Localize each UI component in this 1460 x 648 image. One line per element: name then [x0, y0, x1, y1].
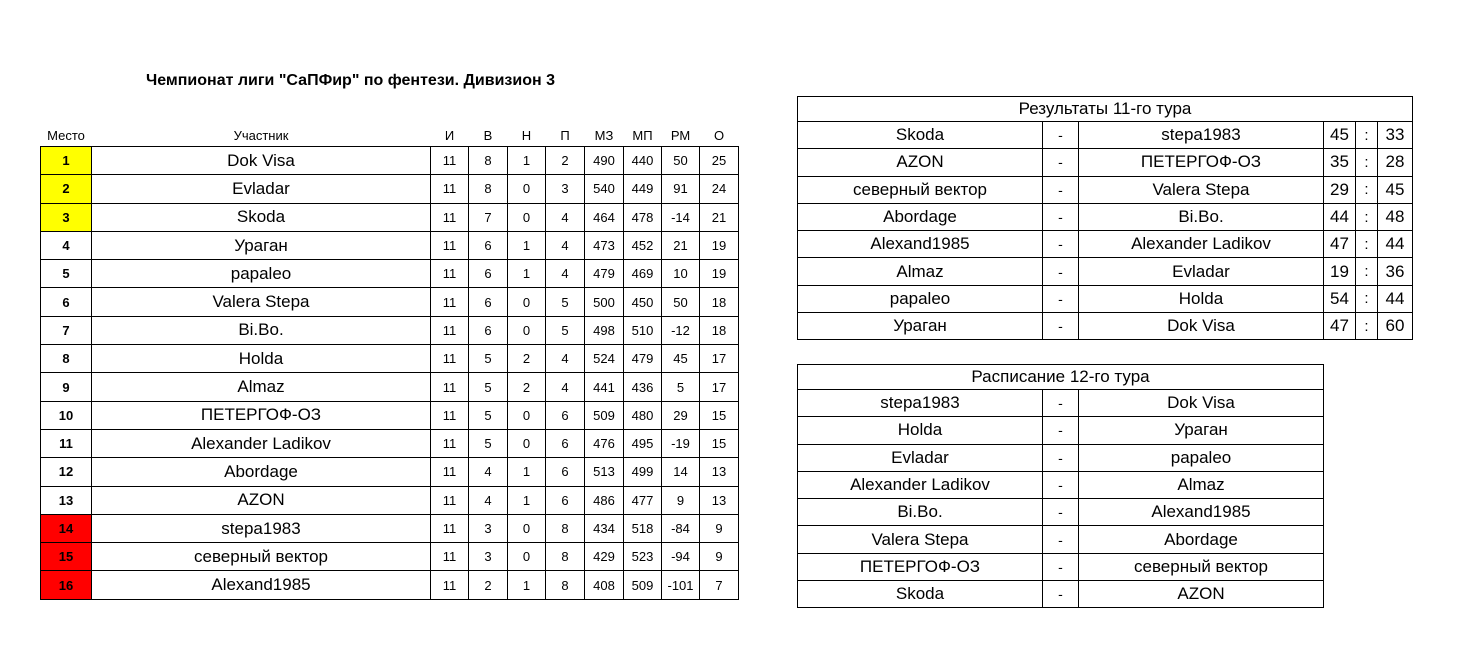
points-cell: 9: [700, 543, 739, 571]
away-score-cell: 60: [1378, 313, 1413, 340]
wins-cell: 4: [469, 458, 508, 486]
draws-cell: 0: [508, 514, 546, 542]
scored-cell: 524: [585, 345, 624, 373]
separator-cell: -: [1043, 149, 1079, 176]
result-row: [798, 231, 1413, 258]
standings-row: [41, 514, 739, 542]
scored-cell: 408: [585, 571, 624, 599]
results-caption: Результаты 11-го тура: [798, 97, 1413, 122]
place-cell: 6: [41, 288, 92, 316]
home-team-cell: Alexander Ladikov: [798, 471, 1043, 498]
home-score-cell: 47: [1324, 313, 1356, 340]
participant-cell: stepa1983: [92, 514, 431, 542]
points-cell: 15: [700, 429, 739, 457]
draws-cell: 2: [508, 373, 546, 401]
wins-cell: 5: [469, 373, 508, 401]
away-team-cell: Bi.Bo.: [1079, 203, 1324, 230]
place-cell: 13: [41, 486, 92, 514]
standings-row: [41, 175, 739, 203]
losses-cell: 4: [546, 231, 585, 259]
conceded-cell: 509: [624, 571, 662, 599]
points-cell: 19: [700, 260, 739, 288]
header-draws: Н: [521, 127, 532, 143]
participant-cell: Skoda: [92, 203, 431, 231]
standings-row: [41, 458, 739, 486]
conceded-cell: 436: [624, 373, 662, 401]
result-row: [798, 149, 1413, 176]
place-cell: 10: [41, 401, 92, 429]
score-colon-cell: :: [1356, 203, 1378, 230]
participant-cell: ПЕТЕРГОФ-ОЗ: [92, 401, 431, 429]
result-row: [798, 122, 1413, 149]
standings-row: [41, 260, 739, 288]
participant-cell: papaleo: [92, 260, 431, 288]
diff-cell: -14: [662, 203, 700, 231]
standings-row: [41, 288, 739, 316]
wins-cell: 6: [469, 288, 508, 316]
losses-cell: 6: [546, 429, 585, 457]
away-score-cell: 48: [1378, 203, 1413, 230]
away-team-cell: северный вектор: [1079, 553, 1324, 580]
games-cell: 11: [431, 401, 469, 429]
away-score-cell: 28: [1378, 149, 1413, 176]
result-row: [798, 258, 1413, 285]
scored-cell: 540: [585, 175, 624, 203]
standings-row: [41, 543, 739, 571]
score-colon-cell: :: [1356, 176, 1378, 203]
standings-row: [41, 571, 739, 599]
separator-cell: -: [1043, 122, 1079, 149]
diff-cell: 10: [662, 260, 700, 288]
wins-cell: 5: [469, 345, 508, 373]
diff-cell: 50: [662, 288, 700, 316]
points-cell: 7: [700, 571, 739, 599]
away-score-cell: 44: [1378, 285, 1413, 312]
diff-cell: -94: [662, 543, 700, 571]
points-cell: 17: [700, 373, 739, 401]
home-team-cell: Alexand1985: [798, 231, 1043, 258]
games-cell: 11: [431, 316, 469, 344]
games-cell: 11: [431, 260, 469, 288]
games-cell: 11: [431, 345, 469, 373]
separator-cell: -: [1043, 553, 1079, 580]
participant-cell: Ураган: [92, 231, 431, 259]
participant-cell: Alexander Ladikov: [92, 429, 431, 457]
place-cell: 3: [41, 203, 92, 231]
place-cell: 8: [41, 345, 92, 373]
losses-cell: 8: [546, 514, 585, 542]
standings-row: [41, 345, 739, 373]
conceded-cell: 480: [624, 401, 662, 429]
away-team-cell: Ураган: [1079, 417, 1324, 444]
home-team-cell: AZON: [798, 149, 1043, 176]
standings-row: [41, 231, 739, 259]
losses-cell: 4: [546, 260, 585, 288]
participant-cell: Abordage: [92, 458, 431, 486]
conceded-cell: 499: [624, 458, 662, 486]
home-team-cell: Ураган: [798, 313, 1043, 340]
standings-row: [41, 486, 739, 514]
home-team-cell: papaleo: [798, 285, 1043, 312]
scored-cell: 473: [585, 231, 624, 259]
diff-cell: 29: [662, 401, 700, 429]
home-team-cell: ПЕТЕРГОФ-ОЗ: [798, 553, 1043, 580]
place-cell: 14: [41, 514, 92, 542]
away-team-cell: AZON: [1079, 581, 1324, 608]
conceded-cell: 523: [624, 543, 662, 571]
away-score-cell: 44: [1378, 231, 1413, 258]
away-team-cell: Holda: [1079, 285, 1324, 312]
draws-cell: 0: [508, 401, 546, 429]
wins-cell: 8: [469, 175, 508, 203]
conceded-cell: 518: [624, 514, 662, 542]
losses-cell: 6: [546, 486, 585, 514]
diff-cell: -101: [662, 571, 700, 599]
header-scored: МЗ: [594, 127, 614, 143]
diff-cell: 5: [662, 373, 700, 401]
header-points: О: [713, 127, 725, 143]
draws-cell: 1: [508, 571, 546, 599]
home-team-cell: stepa1983: [798, 390, 1043, 417]
draws-cell: 0: [508, 429, 546, 457]
place-cell: 7: [41, 316, 92, 344]
scored-cell: 513: [585, 458, 624, 486]
score-colon-cell: :: [1356, 313, 1378, 340]
losses-cell: 8: [546, 571, 585, 599]
participant-cell: Almaz: [92, 373, 431, 401]
standings-row: [41, 203, 739, 231]
header-wins: В: [483, 127, 493, 143]
conceded-cell: 469: [624, 260, 662, 288]
result-row: [798, 313, 1413, 340]
home-team-cell: Holda: [798, 417, 1043, 444]
away-team-cell: Abordage: [1079, 526, 1324, 553]
result-row: [798, 203, 1413, 230]
wins-cell: 6: [469, 316, 508, 344]
away-team-cell: Evladar: [1079, 258, 1324, 285]
diff-cell: -84: [662, 514, 700, 542]
diff-cell: -19: [662, 429, 700, 457]
home-team-cell: Abordage: [798, 203, 1043, 230]
scored-cell: 490: [585, 147, 624, 175]
draws-cell: 0: [508, 316, 546, 344]
scored-cell: 509: [585, 401, 624, 429]
participant-cell: Valera Stepa: [92, 288, 431, 316]
scored-cell: 479: [585, 260, 624, 288]
standings-row: [41, 316, 739, 344]
standings-row: [41, 373, 739, 401]
home-score-cell: 47: [1324, 231, 1356, 258]
place-cell: 9: [41, 373, 92, 401]
conceded-cell: 449: [624, 175, 662, 203]
points-cell: 9: [700, 514, 739, 542]
wins-cell: 6: [469, 260, 508, 288]
separator-cell: -: [1043, 526, 1079, 553]
away-team-cell: stepa1983: [1079, 122, 1324, 149]
separator-cell: -: [1043, 390, 1079, 417]
header-games: И: [444, 127, 455, 143]
separator-cell: -: [1043, 313, 1079, 340]
home-team-cell: Valera Stepa: [798, 526, 1043, 553]
header-place: Место: [47, 127, 85, 143]
draws-cell: 0: [508, 543, 546, 571]
separator-cell: -: [1043, 231, 1079, 258]
points-cell: 19: [700, 231, 739, 259]
conceded-cell: 495: [624, 429, 662, 457]
wins-cell: 6: [469, 231, 508, 259]
conceded-cell: 479: [624, 345, 662, 373]
header-conceded: МП: [632, 127, 653, 143]
participant-cell: Evladar: [92, 175, 431, 203]
standings-table: [40, 124, 739, 600]
home-score-cell: 19: [1324, 258, 1356, 285]
home-score-cell: 44: [1324, 203, 1356, 230]
conceded-cell: 450: [624, 288, 662, 316]
away-score-cell: 36: [1378, 258, 1413, 285]
results-caption-row: [798, 97, 1413, 122]
conceded-cell: 440: [624, 147, 662, 175]
header-participant: Участник: [233, 127, 289, 143]
wins-cell: 4: [469, 486, 508, 514]
points-cell: 18: [700, 288, 739, 316]
result-row: [798, 285, 1413, 312]
points-cell: 18: [700, 316, 739, 344]
schedule-row: [798, 471, 1324, 498]
score-colon-cell: :: [1356, 149, 1378, 176]
score-colon-cell: :: [1356, 258, 1378, 285]
result-row: [798, 176, 1413, 203]
conceded-cell: 477: [624, 486, 662, 514]
schedule-caption-row: [798, 365, 1324, 390]
draws-cell: 1: [508, 458, 546, 486]
standings-row: [41, 401, 739, 429]
participant-cell: Dok Visa: [92, 147, 431, 175]
scored-cell: 500: [585, 288, 624, 316]
score-colon-cell: :: [1356, 285, 1378, 312]
diff-cell: 14: [662, 458, 700, 486]
away-team-cell: Alexander Ladikov: [1079, 231, 1324, 258]
games-cell: 11: [431, 231, 469, 259]
diff-cell: 50: [662, 147, 700, 175]
diff-cell: 91: [662, 175, 700, 203]
scored-cell: 486: [585, 486, 624, 514]
games-cell: 11: [431, 203, 469, 231]
scored-cell: 464: [585, 203, 624, 231]
place-cell: 12: [41, 458, 92, 486]
points-cell: 21: [700, 203, 739, 231]
participant-cell: Bi.Bo.: [92, 316, 431, 344]
separator-cell: -: [1043, 258, 1079, 285]
wins-cell: 3: [469, 514, 508, 542]
away-score-cell: 33: [1378, 122, 1413, 149]
diff-cell: 45: [662, 345, 700, 373]
losses-cell: 8: [546, 543, 585, 571]
wins-cell: 3: [469, 543, 508, 571]
participant-cell: AZON: [92, 486, 431, 514]
games-cell: 11: [431, 429, 469, 457]
games-cell: 11: [431, 458, 469, 486]
losses-cell: 5: [546, 316, 585, 344]
scored-cell: 429: [585, 543, 624, 571]
games-cell: 11: [431, 373, 469, 401]
home-team-cell: Bi.Bo.: [798, 499, 1043, 526]
place-cell: 2: [41, 175, 92, 203]
away-team-cell: Dok Visa: [1079, 313, 1324, 340]
home-team-cell: Skoda: [798, 581, 1043, 608]
place-cell: 4: [41, 231, 92, 259]
losses-cell: 6: [546, 401, 585, 429]
home-score-cell: 54: [1324, 285, 1356, 312]
losses-cell: 3: [546, 175, 585, 203]
games-cell: 11: [431, 288, 469, 316]
schedule-caption: Расписание 12-го тура: [798, 365, 1324, 390]
away-score-cell: 45: [1378, 176, 1413, 203]
results-table: [797, 96, 1413, 340]
away-team-cell: Dok Visa: [1079, 390, 1324, 417]
participant-cell: Holda: [92, 345, 431, 373]
standings-row: [41, 147, 739, 175]
scored-cell: 498: [585, 316, 624, 344]
scored-cell: 434: [585, 514, 624, 542]
separator-cell: -: [1043, 285, 1079, 312]
conceded-cell: 510: [624, 316, 662, 344]
wins-cell: 5: [469, 429, 508, 457]
away-team-cell: Valera Stepa: [1079, 176, 1324, 203]
home-team-cell: Evladar: [798, 444, 1043, 471]
wins-cell: 7: [469, 203, 508, 231]
separator-cell: -: [1043, 499, 1079, 526]
draws-cell: 0: [508, 288, 546, 316]
conceded-cell: 452: [624, 231, 662, 259]
draws-cell: 1: [508, 147, 546, 175]
diff-cell: 21: [662, 231, 700, 259]
schedule-row: [798, 526, 1324, 553]
separator-cell: -: [1043, 581, 1079, 608]
conceded-cell: 478: [624, 203, 662, 231]
diff-cell: 9: [662, 486, 700, 514]
scored-cell: 476: [585, 429, 624, 457]
schedule-row: [798, 581, 1324, 608]
points-cell: 25: [700, 147, 739, 175]
standings-row: [41, 429, 739, 457]
draws-cell: 0: [508, 203, 546, 231]
games-cell: 11: [431, 543, 469, 571]
schedule-row: [798, 444, 1324, 471]
games-cell: 11: [431, 514, 469, 542]
place-cell: 1: [41, 147, 92, 175]
schedule-row: [798, 553, 1324, 580]
score-colon-cell: :: [1356, 231, 1378, 258]
games-cell: 11: [431, 486, 469, 514]
losses-cell: 2: [546, 147, 585, 175]
draws-cell: 2: [508, 345, 546, 373]
points-cell: 13: [700, 486, 739, 514]
schedule-row: [798, 417, 1324, 444]
separator-cell: -: [1043, 176, 1079, 203]
wins-cell: 5: [469, 401, 508, 429]
losses-cell: 5: [546, 288, 585, 316]
scored-cell: 441: [585, 373, 624, 401]
games-cell: 11: [431, 571, 469, 599]
losses-cell: 4: [546, 203, 585, 231]
away-team-cell: Almaz: [1079, 471, 1324, 498]
separator-cell: -: [1043, 417, 1079, 444]
home-score-cell: 35: [1324, 149, 1356, 176]
schedule-row: [798, 499, 1324, 526]
away-team-cell: papaleo: [1079, 444, 1324, 471]
draws-cell: 0: [508, 175, 546, 203]
points-cell: 24: [700, 175, 739, 203]
draws-cell: 1: [508, 260, 546, 288]
losses-cell: 4: [546, 373, 585, 401]
wins-cell: 2: [469, 571, 508, 599]
away-team-cell: Alexand1985: [1079, 499, 1324, 526]
points-cell: 17: [700, 345, 739, 373]
away-team-cell: ПЕТЕРГОФ-ОЗ: [1079, 149, 1324, 176]
home-team-cell: Almaz: [798, 258, 1043, 285]
participant-cell: северный вектор: [92, 543, 431, 571]
wins-cell: 8: [469, 147, 508, 175]
place-cell: 11: [41, 429, 92, 457]
separator-cell: -: [1043, 203, 1079, 230]
points-cell: 15: [700, 401, 739, 429]
home-team-cell: Skoda: [798, 122, 1043, 149]
draws-cell: 1: [508, 486, 546, 514]
header-losses: П: [560, 127, 570, 143]
losses-cell: 6: [546, 458, 585, 486]
header-diff: РМ: [670, 127, 691, 143]
separator-cell: -: [1043, 444, 1079, 471]
diff-cell: -12: [662, 316, 700, 344]
home-score-cell: 45: [1324, 122, 1356, 149]
points-cell: 13: [700, 458, 739, 486]
participant-cell: Alexand1985: [92, 571, 431, 599]
place-cell: 15: [41, 543, 92, 571]
draws-cell: 1: [508, 231, 546, 259]
games-cell: 11: [431, 175, 469, 203]
place-cell: 16: [41, 571, 92, 599]
place-cell: 5: [41, 260, 92, 288]
separator-cell: -: [1043, 471, 1079, 498]
schedule-table: [797, 364, 1324, 608]
schedule-row: [798, 390, 1324, 417]
page-title: Чемпионат лиги "СаПФир" по фентези. Дивизион 3: [146, 72, 555, 89]
home-team-cell: северный вектор: [798, 176, 1043, 203]
score-colon-cell: :: [1356, 122, 1378, 149]
home-score-cell: 29: [1324, 176, 1356, 203]
games-cell: 11: [431, 147, 469, 175]
losses-cell: 4: [546, 345, 585, 373]
standings-header-row: [41, 124, 739, 147]
